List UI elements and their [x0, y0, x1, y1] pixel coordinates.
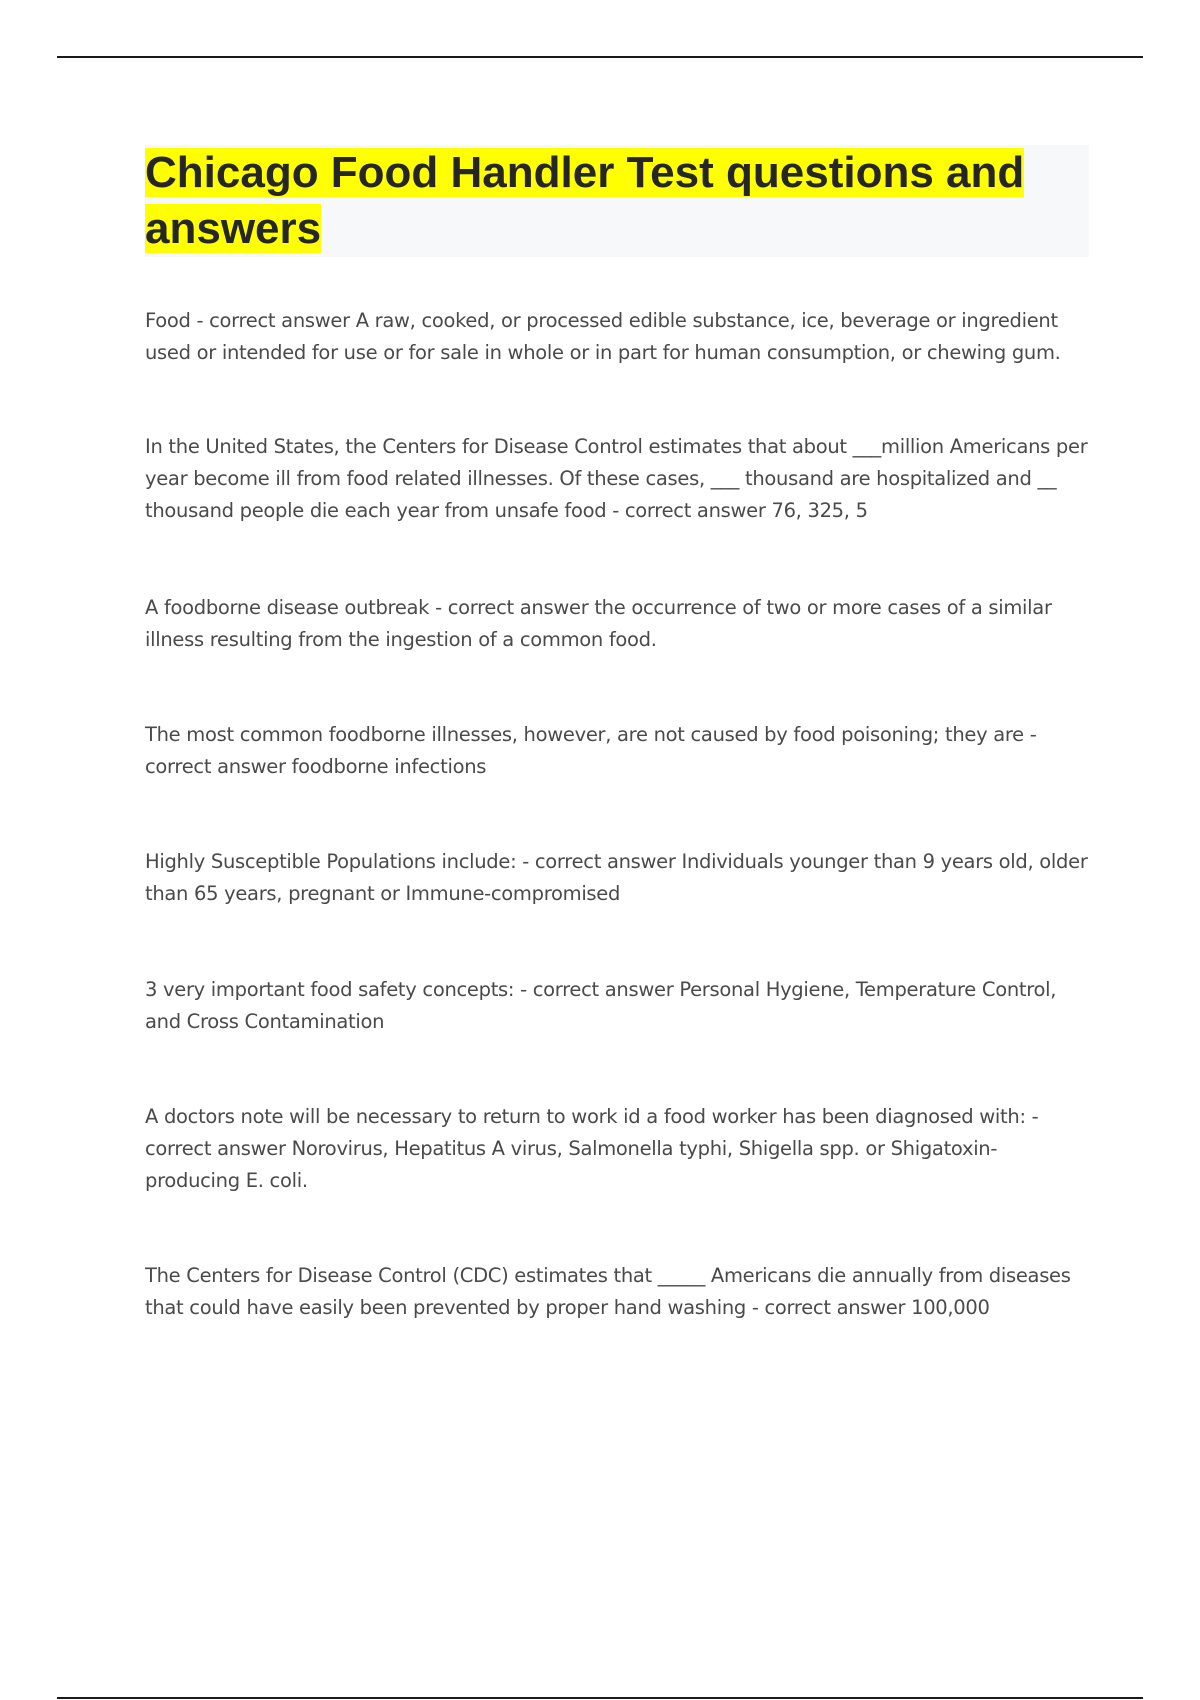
qa-item: The Centers for Disease Control (CDC) estimates that _____ Americans die annually from diseases that could have easily been prevented by proper hand washing - correct answer 100,000 — [145, 1264, 1071, 1319]
qa-item: In the United States, the Centers for Disease Control estimates that about ___million Americans per year become ill from food related illnesses. Of these cases, ___ thousand are hospitalized and __ thousand people die each year from unsafe food - correct answer 76, 325, 5 — [145, 435, 1088, 522]
title-block — [145, 145, 1089, 257]
title-highlight: Chicago Food Handler Test questions and answers — [145, 148, 1025, 253]
qa-item: A doctors note will be necessary to return to work id a food worker has been diagnosed with: - correct answer Norovirus, Hepatitus A virus, Salmonella typhi, Shigella spp. or Shigatoxin-producing E. coli. — [145, 1105, 1039, 1192]
qa-item: 3 very important food safety concepts: - correct answer Personal Hygiene, Temperature Control, and Cross Contamination — [145, 978, 1057, 1033]
qa-item: A foodborne disease outbreak - correct answer the occurrence of two or more cases of a similar illness resulting from the ingestion of a common food. — [145, 596, 1052, 651]
qa-item: Highly Susceptible Populations include: - correct answer Individuals younger than 9 years old, older than 65 years, pregnant or Immune-compromised — [145, 850, 1088, 905]
page-title — [145, 145, 1089, 257]
qa-item: The most common foodborne illnesses, however, are not caused by food poisoning; they are - correct answer foodborne infections — [145, 723, 1037, 778]
header-rule — [57, 56, 1143, 58]
qa-list — [145, 305, 1090, 1324]
footer-rule — [57, 1697, 1143, 1699]
qa-item: Food - correct answer A raw, cooked, or processed edible substance, ice, beverage or ingredient used or intended for use or for sale in whole or in part for human consumption, or chewing gum. — [145, 309, 1061, 364]
